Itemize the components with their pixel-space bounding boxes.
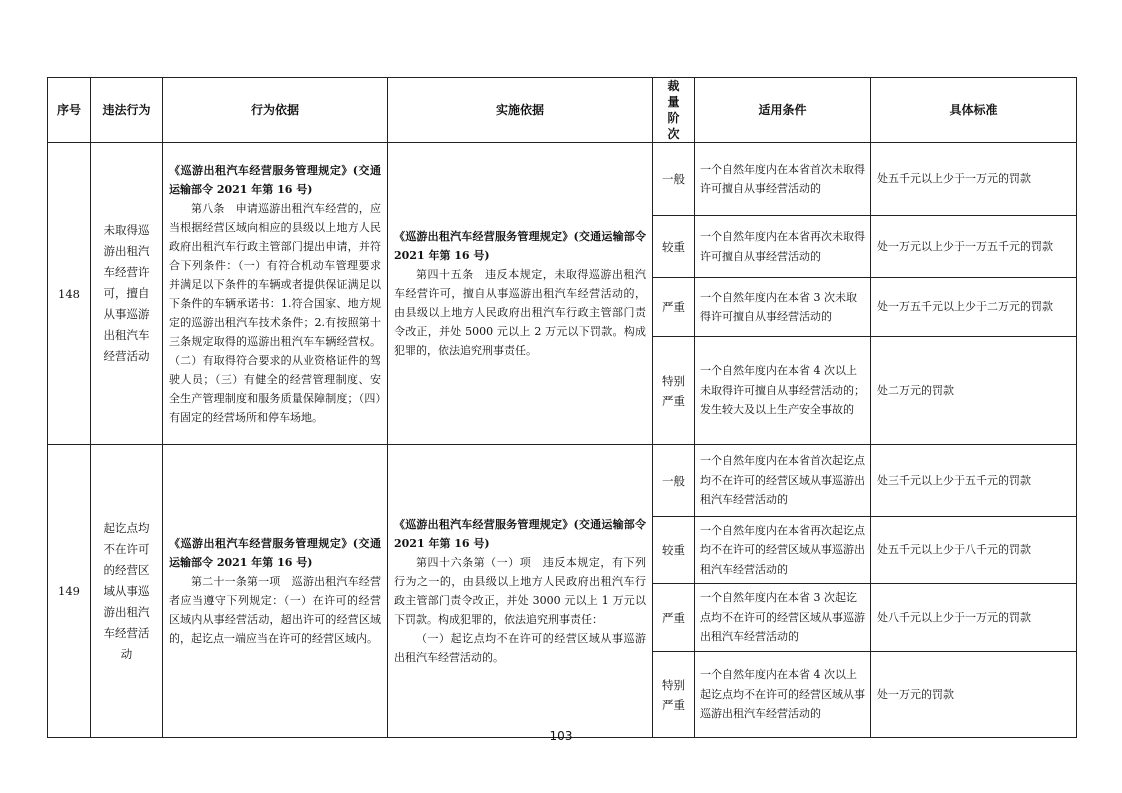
header-basis: 行为依据 bbox=[163, 78, 388, 143]
standard-cell: 处二万元的罚款 bbox=[871, 337, 1077, 445]
degree-cell: 较重 bbox=[653, 216, 695, 278]
row-basis bbox=[163, 143, 388, 445]
condition-cell: 一个自然年度内在本省 4 次以上起讫点均不在许可的经营区域从事巡游出租汽车经营活动的 bbox=[695, 652, 871, 738]
header-degree: 裁量阶次 bbox=[653, 78, 695, 143]
standard-cell: 处一万元的罚款 bbox=[871, 652, 1077, 738]
row-violation: 未取得巡游出租汽车经营许可，擅自从事巡游出租汽车经营活动 bbox=[91, 143, 163, 445]
impl-title: 《巡游出租汽车经营服务管理规定》(交通运输部令 2021 年第 16 号) bbox=[394, 230, 646, 262]
basis-title: 《巡游出租汽车经营服务管理规定》(交通运输部令 2021 年第 16 号) bbox=[169, 163, 381, 196]
header-implementation: 实施依据 bbox=[388, 78, 653, 143]
row-implementation bbox=[388, 143, 653, 445]
degree-cell: 特别严重 bbox=[653, 652, 695, 738]
standard-cell: 处三千元以上少于五千元的罚款 bbox=[871, 445, 1077, 517]
header-condition: 适用条件 bbox=[695, 78, 871, 143]
table-row bbox=[48, 143, 1077, 216]
row-implementation bbox=[388, 445, 653, 738]
degree-cell: 一般 bbox=[653, 143, 695, 216]
impl-body-item: （一）起讫点均不在许可的经营区域从事巡游出租汽车经营活动的。 bbox=[394, 632, 646, 664]
page-number: 103 bbox=[549, 729, 573, 743]
row-basis bbox=[163, 445, 388, 738]
degree-cell: 严重 bbox=[653, 584, 695, 652]
row-violation: 起讫点均不在许可的经营区域从事巡游出租汽车经营活动 bbox=[91, 445, 163, 738]
table-row bbox=[48, 445, 1077, 517]
header-standard: 具体标准 bbox=[871, 78, 1077, 143]
degree-cell: 特别严重 bbox=[653, 337, 695, 445]
condition-cell: 一个自然年度内在本省首次未取得许可擅自从事经营活动的 bbox=[695, 143, 871, 216]
degree-cell: 严重 bbox=[653, 278, 695, 337]
condition-cell: 一个自然年度内在本省首次起讫点均不在许可的经营区域从事巡游出租汽车经营活动的 bbox=[695, 445, 871, 517]
row-seq: 149 bbox=[48, 445, 91, 738]
penalty-table bbox=[47, 77, 1077, 738]
condition-cell: 一个自然年度内在本省再次未取得许可擅自从事经营活动的 bbox=[695, 216, 871, 278]
condition-cell: 一个自然年度内在本省 4 次以上未取得许可擅自从事经营活动的；发生较大及以上生产安全事故的 bbox=[695, 337, 871, 445]
condition-cell: 一个自然年度内在本省再次起讫点均不在许可的经营区域从事巡游出租汽车经营活动的 bbox=[695, 517, 871, 584]
basis-body: 第八条 申请巡游出租汽车经营的，应当根据经营区域向相应的县级以上地方人民政府出租汽车行政主管部门提出申请，并符合下列条件：（一）有符合机动车管理要求并满足以下条件的车辆或者提供保证满足以下条件的车辆承诺书：1.符合国家、地方规定的巡游出租汽车技术条件；2.有按照第十三条规定取得的巡游出租汽车车辆经营权。（二）有取得符合要求的从业资格证件的驾驶人员；（三）有健全的经营管理制度、安全生产管理制度和服务质量保障制度；（四）有固定的经营场所和停车场地。 bbox=[169, 201, 381, 424]
impl-body: 第四十五条 违反本规定，未取得巡游出租汽车经营许可，擅自从事巡游出租汽车经营活动的，由县级以上地方人民政府出租汽车行政主管部门责令改正，并处 5000 元以上 2 万元以下罚款。构成犯罪的，依法追究刑事责任。 bbox=[394, 268, 646, 357]
header-violation: 违法行为 bbox=[91, 78, 163, 143]
header-row bbox=[48, 78, 1077, 143]
header-seq: 序号 bbox=[48, 78, 91, 143]
degree-cell: 一般 bbox=[653, 445, 695, 517]
impl-body: 第四十六条第（一）项 违反本规定，有下列行为之一的，由县级以上地方人民政府出租汽车行政主管部门责令改正，并处 3000 元以上 1 万元以下罚款。构成犯罪的，依法追究刑事责任： bbox=[394, 556, 646, 626]
basis-body: 第二十一条第一项 巡游出租汽车经营者应当遵守下列规定：（一）在许可的经营区域内从事经营活动，超出许可的经营区域的，起讫点一端应当在许可的经营区域内。 bbox=[169, 575, 381, 645]
degree-cell: 较重 bbox=[653, 517, 695, 584]
standard-cell: 处一万元以上少于一万五千元的罚款 bbox=[871, 216, 1077, 278]
standard-cell: 处一万五千元以上少于二万元的罚款 bbox=[871, 278, 1077, 337]
standard-cell: 处五千元以上少于八千元的罚款 bbox=[871, 517, 1077, 584]
impl-title: 《巡游出租汽车经营服务管理规定》(交通运输部令 2021 年第 16 号) bbox=[394, 518, 646, 550]
basis-title: 《巡游出租汽车经营服务管理规定》(交通运输部令 2021 年第 16 号) bbox=[169, 537, 381, 569]
condition-cell: 一个自然年度内在本省 3 次起讫点均不在许可的经营区域从事巡游出租汽车经营活动的 bbox=[695, 584, 871, 652]
condition-cell: 一个自然年度内在本省 3 次未取得许可擅自从事经营活动的 bbox=[695, 278, 871, 337]
row-seq: 148 bbox=[48, 143, 91, 445]
standard-cell: 处八千元以上少于一万元的罚款 bbox=[871, 584, 1077, 652]
standard-cell: 处五千元以上少于一万元的罚款 bbox=[871, 143, 1077, 216]
